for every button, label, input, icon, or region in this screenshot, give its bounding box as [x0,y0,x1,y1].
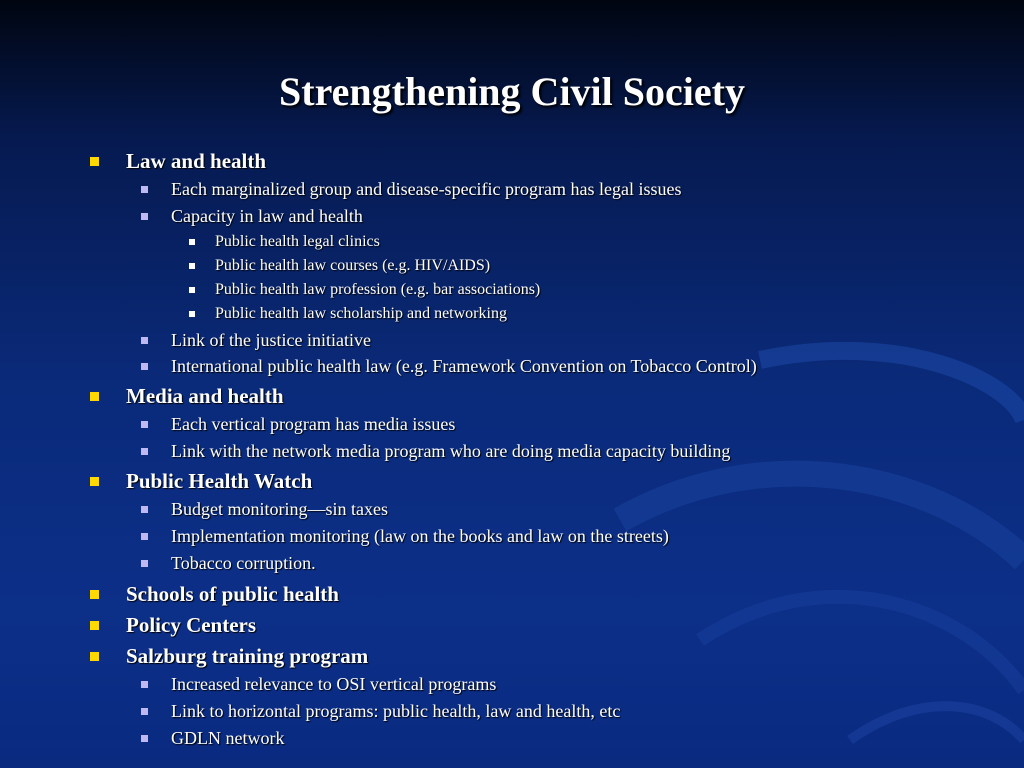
bullet-item-level-2 [171,356,757,377]
square-bullet-icon [189,311,195,317]
bullet-item-level-2 [171,499,388,520]
square-bullet-icon [141,681,148,688]
slide-title: Strengthening Civil Society [279,69,745,114]
square-bullet-icon [189,239,195,245]
bullet-item-level-2 [171,206,363,227]
square-bullet-icon [90,157,99,166]
square-bullet-icon [141,506,148,513]
square-bullet-icon [141,533,148,540]
bullet-text: Public Health Watch [126,469,313,493]
square-bullet-icon [141,213,148,220]
bullet-item-level-2 [171,553,316,574]
bullet-item-level-1 [126,582,339,607]
bullet-text: Law and health [126,149,267,173]
bullet-item-level-3 [215,305,507,323]
bullet-item-level-2 [171,526,669,547]
bullet-item-level-3 [215,257,490,275]
bullet-item-level-2 [171,728,284,749]
bullet-item-level-1 [126,149,266,174]
bullet-text: GDLN network [171,728,285,748]
bullet-text: Public health law courses (e.g. HIV/AIDS) [215,257,491,274]
bullet-item-level-2 [171,330,371,351]
bullet-text: Public health legal clinics [215,233,380,250]
square-bullet-icon [90,652,99,661]
square-bullet-icon [141,337,148,344]
bullet-text: Tobacco corruption. [171,553,316,573]
bullet-text: Media and health [126,384,284,408]
square-bullet-icon [141,186,148,193]
bullet-item-level-2 [171,179,682,200]
square-bullet-icon [90,477,99,486]
bullet-item-level-3 [215,281,540,299]
square-bullet-icon [90,392,99,401]
bullet-text: Capacity in law and health [171,206,363,226]
bullet-text: Salzburg training program [126,644,369,668]
bullet-text: Implementation monitoring (law on the books and law on the streets) [171,526,669,546]
bullet-text: Increased relevance to OSI vertical programs [171,674,497,694]
square-bullet-icon [90,621,99,630]
bullet-text: Policy Centers [126,613,257,637]
square-bullet-icon [141,735,148,742]
bullet-text: Link of the justice initiative [171,330,371,350]
bullet-text: Link to horizontal programs: public health, law and health, etc [171,701,621,721]
square-bullet-icon [189,263,195,269]
square-bullet-icon [141,448,148,455]
bullet-text: Public health law profession (e.g. bar associations) [215,281,541,298]
square-bullet-icon [141,560,148,567]
bullet-text: Public health law scholarship and networking [215,305,507,322]
square-bullet-icon [141,421,148,428]
square-bullet-icon [141,363,148,370]
bullet-item-level-3 [215,233,380,251]
square-bullet-icon [189,287,195,293]
bullet-item-level-2 [171,441,730,462]
bullet-item-level-1 [126,644,368,669]
bullet-item-level-2 [171,674,496,695]
bullet-item-level-1 [126,469,312,494]
bullet-text: Schools of public health [126,582,339,606]
bullet-text: Budget monitoring—sin taxes [171,499,388,519]
bullet-text: Each vertical program has media issues [171,414,456,434]
bullet-text: International public health law (e.g. Framework Convention on Tobacco Control) [171,356,757,376]
bullet-item-level-1 [126,384,284,409]
bullet-item-level-2 [171,414,455,435]
bullet-item-level-2 [171,701,620,722]
square-bullet-icon [90,590,99,599]
bullet-text: Link with the network media program who are doing media capacity building [171,441,731,461]
bullet-text: Each marginalized group and disease-specific program has legal issues [171,179,682,199]
square-bullet-icon [141,708,148,715]
bullet-item-level-1 [126,613,256,638]
